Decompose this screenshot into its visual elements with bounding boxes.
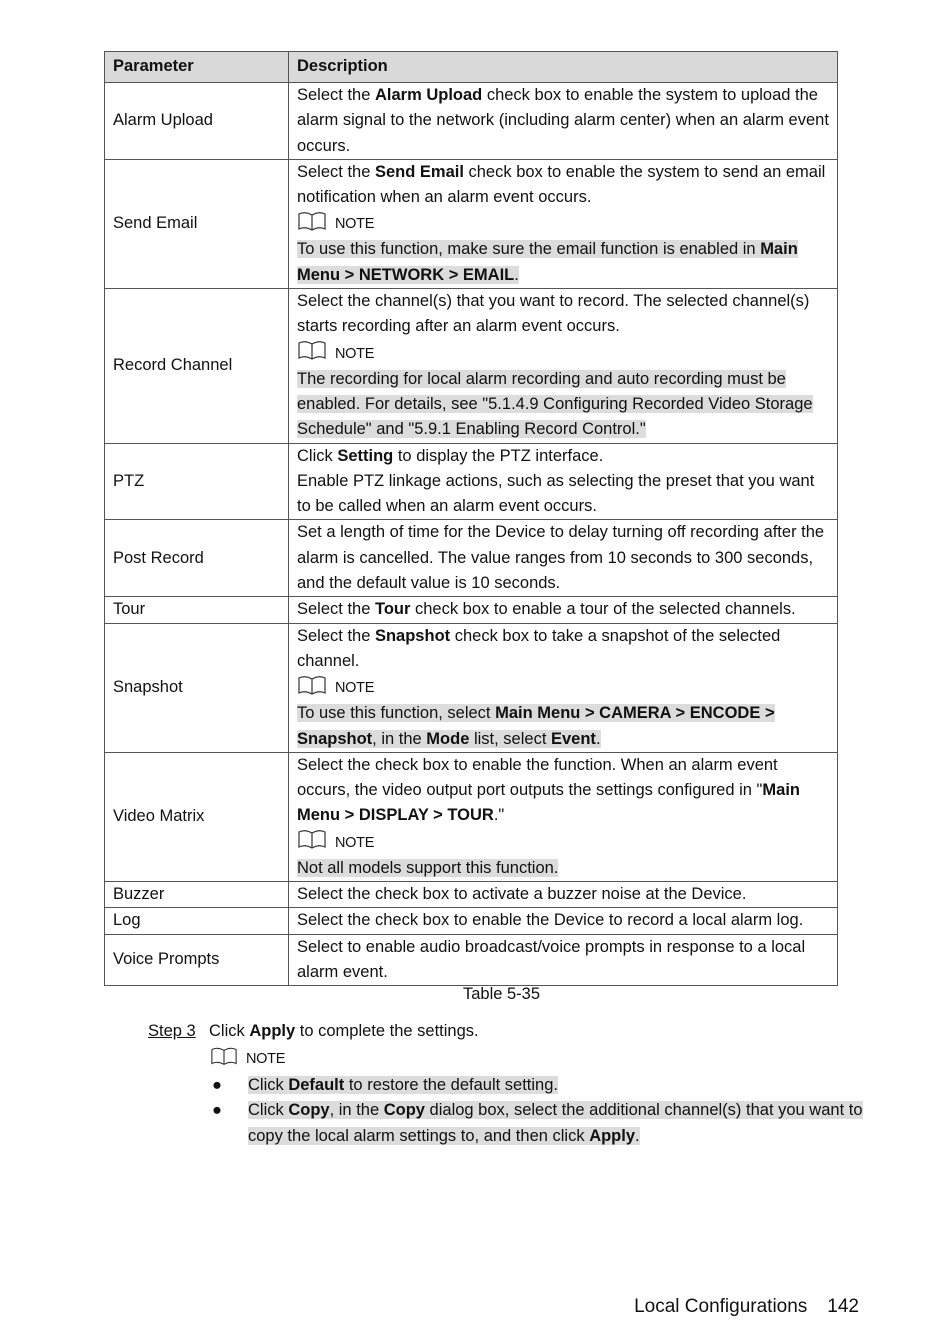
bold-term: Apply: [589, 1126, 636, 1145]
text-run: To use this function, select: [297, 704, 496, 723]
note-text: [297, 856, 829, 881]
description-cell: [289, 159, 838, 288]
description-text: [297, 597, 829, 622]
description-text: [297, 908, 829, 933]
text-run: Click: [297, 446, 338, 465]
table-header-row: [105, 52, 838, 83]
book-icon: [297, 675, 335, 703]
description-cell: [289, 882, 838, 908]
note-header: [297, 212, 829, 237]
text-run: , in the: [329, 1101, 384, 1120]
bold-term: Event: [551, 729, 596, 748]
description-cell: [289, 934, 838, 986]
note-text: [297, 367, 829, 443]
description-text: [297, 160, 829, 211]
description-cell: [289, 623, 838, 752]
table-row: [105, 443, 838, 520]
table-row: [105, 159, 838, 288]
table-row: [105, 623, 838, 752]
note-label: NOTE: [335, 345, 375, 362]
book-icon: [210, 1046, 246, 1071]
description-cell: [289, 597, 838, 623]
description-cell: [289, 752, 838, 881]
note-header: [297, 676, 829, 701]
description-cell: [289, 908, 838, 934]
description-text: [297, 520, 829, 596]
text-run: To use this function, make sure the email function is enabled in: [297, 240, 761, 259]
text-run: Enable PTZ linkage actions, such as selecting the preset that you want to be called when an alarm event occurs.: [297, 471, 815, 516]
parameter-cell: Record Channel: [105, 289, 289, 443]
note-label: NOTE: [335, 680, 375, 697]
description-text: [297, 444, 829, 520]
note-header: [297, 342, 829, 367]
description-cell: [289, 520, 838, 597]
table-row: [105, 83, 838, 160]
header-description: Description: [289, 52, 838, 83]
table-row: [105, 520, 838, 597]
parameter-cell: Post Record: [105, 520, 289, 597]
note-text: [297, 237, 829, 288]
note-highlight: [297, 240, 798, 283]
bullet-text: [248, 1076, 558, 1094]
step-3: [148, 1019, 479, 1043]
description-cell: [289, 443, 838, 520]
description-text: [297, 83, 829, 159]
bold-term: Setting: [337, 446, 394, 465]
description-text: [297, 882, 829, 907]
description-text: [297, 624, 829, 675]
description-text: [297, 289, 829, 340]
text-run: .: [635, 1126, 640, 1145]
bold-term: Apply: [249, 1022, 296, 1040]
bold-term: Main Menu > CAMERA > ENCODE > Snapshot: [297, 704, 775, 748]
list-item: [208, 1073, 863, 1098]
text-run: check box to enable the system to upload the alarm signal to the network (including alarm center) when an alarm event occurs.: [297, 86, 829, 155]
table-row: [105, 289, 838, 443]
step-note-bullets: [208, 1073, 863, 1149]
bold-term: Send Email: [374, 162, 464, 181]
book-icon: [297, 829, 335, 857]
bold-term: Default: [288, 1076, 345, 1094]
note-highlight: [297, 859, 558, 877]
parameter-cell: Video Matrix: [105, 752, 289, 881]
text-run: The recording for local alarm recording and auto recording must be enabled. For details, see "5.1.4.9 Configuring Recorded Video Storage Schedule" and "5.9.1 Enabling Record Control.": [297, 369, 813, 439]
bold-term: Mode: [426, 729, 470, 748]
text-run: Select to enable audio broadcast/voice prompts in response to a local alarm event.: [297, 937, 806, 981]
step-note-header: [210, 1046, 285, 1071]
page-number: 142: [827, 1296, 859, 1317]
bold-term: Copy: [383, 1101, 425, 1120]
bullet-icon: ●: [212, 1101, 222, 1120]
step-text: [209, 1019, 479, 1043]
table-row: [105, 934, 838, 986]
text-run: Click: [209, 1022, 250, 1040]
text-run: Click: [248, 1101, 289, 1120]
text-run: check box to enable a tour of the selected channels.: [410, 600, 796, 619]
note-highlight: [297, 370, 813, 439]
note-label: NOTE: [335, 834, 375, 851]
step-label: Step 3: [148, 1022, 196, 1040]
text-run: to display the PTZ interface.: [393, 446, 604, 465]
parameter-cell: Buzzer: [105, 882, 289, 908]
book-icon: [297, 340, 335, 368]
table-row: [105, 752, 838, 881]
footer-section: Local Configurations: [634, 1296, 808, 1317]
text-run: Select the check box to enable the function. When an alarm event occurs, the video output port outputs the settings configured in ": [297, 755, 778, 800]
text-run: to complete the settings.: [295, 1022, 479, 1040]
parameter-table: [104, 51, 838, 986]
description-cell: [289, 289, 838, 443]
text-run: check box to take a snapshot of the selected channel.: [297, 626, 781, 670]
text-run: , in the: [372, 729, 427, 748]
parameter-cell: PTZ: [105, 443, 289, 520]
description-text: [297, 753, 829, 829]
book-icon: [297, 211, 335, 239]
text-run: .": [493, 806, 505, 825]
description-cell: [289, 83, 838, 160]
bold-term: Snapshot: [374, 626, 451, 645]
text-run: Select the check box to activate a buzzer noise at the Device.: [297, 885, 747, 904]
text-run: Select the: [297, 86, 375, 104]
parameter-cell: Log: [105, 908, 289, 934]
parameter-cell: Snapshot: [105, 623, 289, 752]
note-header: [297, 831, 829, 856]
note-label: NOTE: [246, 1050, 286, 1067]
text-run: Select the: [297, 626, 375, 645]
text-run: check box to enable the system to send an email notification when an alarm event occurs.: [297, 162, 826, 207]
table-row: [105, 882, 838, 908]
table-row: [105, 908, 838, 934]
table-caption: Table 5-35: [462, 985, 541, 1003]
parameter-cell: Voice Prompts: [105, 934, 289, 986]
note-text: [297, 701, 829, 752]
text-run: to restore the default setting.: [344, 1076, 558, 1094]
bold-term: Tour: [374, 600, 411, 619]
parameter-cell: Alarm Upload: [105, 83, 289, 160]
text-run: Select the: [297, 600, 375, 619]
text-run: .: [514, 265, 519, 284]
table-row: [105, 597, 838, 623]
text-run: Select the channel(s) that you want to record. The selected channel(s) starts recording after an alarm event occurs.: [297, 292, 810, 336]
parameter-cell: Send Email: [105, 159, 289, 288]
list-item: [208, 1098, 863, 1149]
note-highlight: [297, 704, 775, 747]
text-run: Select the check box to enable the Device to record a local alarm log.: [297, 911, 804, 930]
text-run: Not all models support this function.: [297, 858, 559, 877]
bullet-icon: ●: [212, 1076, 222, 1094]
bold-term: Main Menu > NETWORK > EMAIL: [297, 240, 798, 284]
bold-term: Alarm Upload: [374, 86, 483, 104]
text-run: Select the: [297, 162, 375, 181]
note-label: NOTE: [335, 216, 375, 233]
text-run: Set a length of time for the Device to delay turning off recording after the alarm is cancelled. The value ranges from 10 seconds to 300 seconds, and the default value is 10 seconds.: [297, 523, 825, 593]
text-run: .: [595, 729, 601, 748]
parameter-cell: Tour: [105, 597, 289, 623]
text-run: dialog box, select the additional channel(s) that you want to copy the local alarm settings to, and then click: [248, 1101, 863, 1145]
bold-term: Main Menu > DISPLAY > TOUR: [297, 781, 800, 825]
text-run: Click: [248, 1076, 289, 1094]
page-footer: [634, 1294, 859, 1320]
text-run: list, select: [469, 729, 551, 748]
bold-term: Copy: [288, 1101, 330, 1120]
header-parameter: Parameter: [105, 52, 289, 83]
bullet-text: [248, 1101, 863, 1144]
description-text: [297, 935, 829, 986]
